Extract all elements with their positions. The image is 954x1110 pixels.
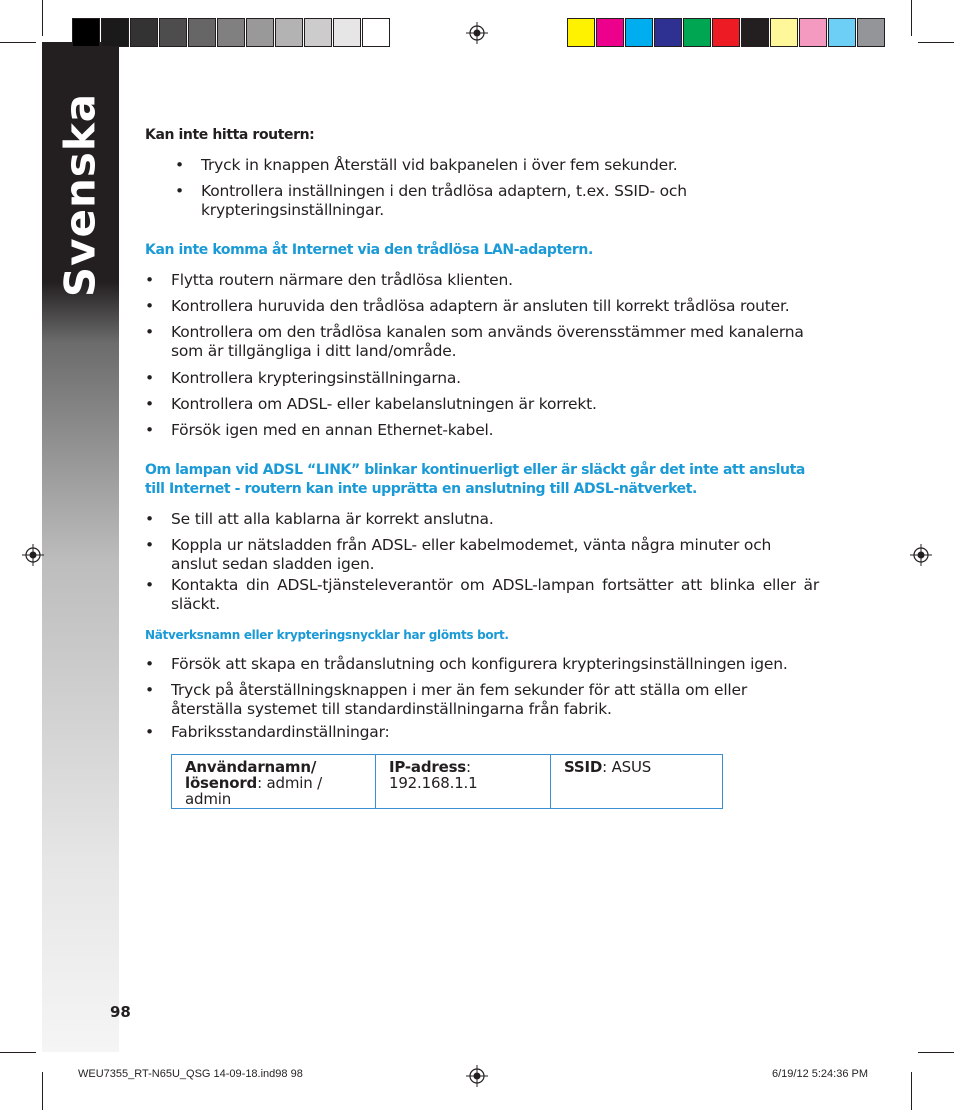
table-cell-ip-address: IP-adress: 192.168.1.1: [376, 755, 551, 809]
section-heading-router-not-found: Kan inte hitta routern:: [145, 127, 315, 143]
bullet-icon: •: [145, 536, 154, 554]
color-swatch: [217, 18, 245, 47]
registration-mark-icon: [22, 544, 44, 566]
color-swatch: [567, 18, 595, 47]
section-heading-no-internet-wlan: Kan inte komma åt Internet via den trådlösa LAN-adaptern.: [145, 242, 593, 258]
crop-mark: [0, 42, 36, 43]
table-row: [172, 755, 723, 809]
color-swatch: [741, 18, 769, 47]
section-heading-adsl-link: Om lampan vid ADSL “LINK” blinkar kontinuerligt eller är släckt går det inte att ansluta till Internet - routern kan inte upprätta en anslutning till ADSL-nätverket.: [145, 462, 805, 497]
registration-mark-icon: [466, 22, 488, 44]
color-swatch: [188, 18, 216, 47]
section-heading-forgotten-keys: Nätverksnamn eller krypteringsnycklar har glömts bort.: [145, 628, 509, 642]
table-cell-ssid: SSID: ASUS: [551, 755, 723, 809]
list-item: • Kontrollera huruvida den trådlösa adaptern är ansluten till korrekt trådlösa router.: [145, 297, 790, 315]
color-swatch: [654, 18, 682, 47]
list-item: • Fabriksstandardinställningar:: [145, 723, 390, 741]
language-tab-title: Svenska: [55, 92, 105, 298]
bullet-icon: •: [145, 369, 154, 387]
list-item: • Kontrollera krypteringsinställningarna.: [145, 369, 461, 387]
bullet-icon: •: [145, 395, 154, 413]
color-swatch: [275, 18, 303, 47]
page-number: 98: [110, 1003, 131, 1021]
print-slug-timestamp: 6/19/12 5:24:36 PM: [772, 1068, 869, 1080]
factory-defaults-table: [171, 754, 723, 809]
crop-mark: [918, 1052, 954, 1053]
cell-label: Användarnamn/ lösenord: [185, 758, 317, 792]
table-cell-credentials: Användarnamn/ lösenord: admin / admin: [172, 755, 376, 809]
bullet-icon: •: [145, 576, 154, 594]
color-swatch: [857, 18, 885, 47]
color-swatch: [799, 18, 827, 47]
color-swatch: [828, 18, 856, 47]
list-item: • Koppla ur nätsladden från ADSL- eller kabelmodemet, vänta några minuter och anslut sedan sladden igen.: [145, 536, 772, 573]
list-item: • Kontrollera om ADSL- eller kabelanslutningen är korrekt.: [145, 395, 597, 413]
bullet-icon: •: [145, 271, 154, 289]
color-swatch: [333, 18, 361, 47]
bullet-icon: •: [145, 681, 154, 699]
cell-label: SSID: [564, 758, 603, 776]
color-swatch: [712, 18, 740, 47]
bullet-icon: •: [145, 421, 154, 439]
bullet-icon: •: [145, 510, 154, 528]
bullet-icon: •: [145, 297, 154, 315]
list-item: • Tryck på återställningsknappen i mer än fem sekunder för att ställa om eller återställa systemet till standardinställningarna från fabrik.: [145, 681, 748, 718]
list-item: • Försök igen med en annan Ethernet-kabel.: [145, 421, 494, 439]
list-item: • Kontrollera inställningen i den trådlösa adaptern, t.ex. SSID- och krypteringsinställningar.: [175, 182, 687, 219]
registration-mark-icon: [466, 1065, 488, 1087]
crop-mark: [42, 0, 43, 36]
color-swatch: [101, 18, 129, 47]
color-swatch: [625, 18, 653, 47]
color-swatch: [770, 18, 798, 47]
crop-mark: [42, 1072, 43, 1110]
crop-mark: [918, 42, 954, 43]
print-slug-filename: WEU7355_RT-N65U_QSG 14-09-18.ind98 98: [78, 1068, 303, 1080]
crop-mark: [911, 0, 912, 36]
color-swatch: [130, 18, 158, 47]
bullet-icon: •: [175, 156, 184, 174]
cell-value: ASUS: [611, 758, 652, 776]
color-swatch: [72, 18, 100, 47]
color-swatch: [246, 18, 274, 47]
bullet-icon: •: [145, 655, 154, 673]
bullet-icon: •: [145, 323, 154, 341]
color-swatch: [304, 18, 332, 47]
color-swatch: [362, 18, 390, 47]
list-item: • Försök att skapa en trådanslutning och konfigurera krypteringsinställningen igen.: [145, 655, 788, 673]
list-item: • Tryck in knappen Återställ vid bakpanelen i över fem sekunder.: [175, 156, 678, 174]
color-swatch: [596, 18, 624, 47]
color-swatch: [683, 18, 711, 47]
bullet-icon: •: [175, 182, 184, 200]
cell-value: admin / admin: [185, 774, 322, 808]
cell-value: 192.168.1.1: [389, 774, 478, 792]
bullet-icon: •: [145, 723, 154, 741]
crop-mark: [0, 1052, 36, 1053]
cell-label: IP-adress: [389, 758, 467, 776]
crop-mark: [911, 1072, 912, 1110]
list-item: • Se till att alla kablarna är korrekt anslutna.: [145, 510, 494, 528]
list-item: • Kontakta din ADSL-tjänsteleverantör om ADSL-lampan fortsätter att blinka eller är släckt.: [145, 576, 819, 613]
list-item: • Kontrollera om den trådlösa kanalen som används överensstämmer med kanalerna som är tillgängliga i ditt land/område.: [145, 323, 804, 360]
color-swatch: [159, 18, 187, 47]
registration-mark-icon: [910, 544, 932, 566]
list-item: • Flytta routern närmare den trådlösa klienten.: [145, 271, 513, 289]
